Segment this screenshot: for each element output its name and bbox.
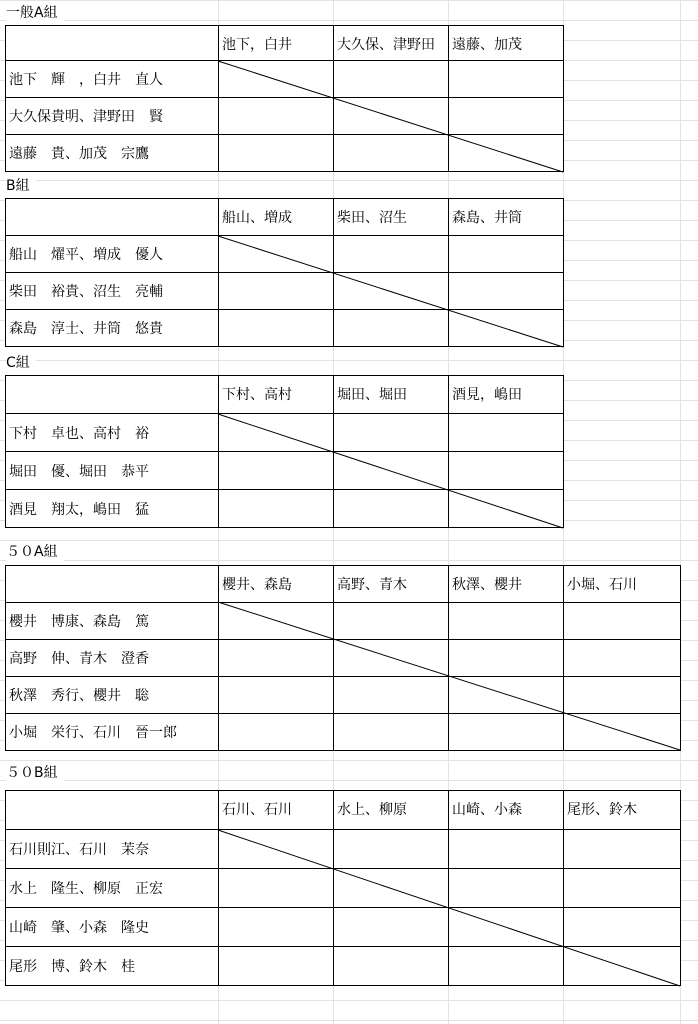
result-cell[interactable] xyxy=(219,135,334,172)
self-match-cell[interactable] xyxy=(334,98,449,135)
result-cell[interactable] xyxy=(449,452,564,490)
result-cell[interactable] xyxy=(449,236,564,273)
row-header[interactable]: 船山 燿平、増成 優人 xyxy=(6,236,219,273)
result-cell[interactable] xyxy=(219,310,334,347)
row-header[interactable]: 高野 伸、青木 澄香 xyxy=(6,640,219,677)
corner-cell[interactable] xyxy=(6,376,219,414)
corner-cell[interactable] xyxy=(6,26,219,61)
result-cell[interactable] xyxy=(334,714,449,751)
group-title: 一般A組 xyxy=(6,4,64,22)
corner-cell[interactable] xyxy=(6,566,219,603)
result-cell[interactable] xyxy=(449,830,564,869)
result-cell[interactable] xyxy=(334,135,449,172)
self-match-cell[interactable] xyxy=(219,603,334,640)
group-title: ５０B組 xyxy=(6,764,64,782)
column-header[interactable]: 森島、井筒 xyxy=(449,199,564,236)
result-cell[interactable] xyxy=(219,452,334,490)
result-cell[interactable] xyxy=(449,273,564,310)
row-header[interactable]: 遠藤 貴、加茂 宗鷹 xyxy=(6,135,219,172)
result-cell[interactable] xyxy=(564,640,681,677)
self-match-cell[interactable] xyxy=(564,714,681,751)
column-header[interactable]: 高野、青木 xyxy=(334,566,449,603)
self-match-cell[interactable] xyxy=(334,452,449,490)
result-cell[interactable] xyxy=(219,869,334,908)
self-match-cell[interactable] xyxy=(449,677,564,714)
result-cell[interactable] xyxy=(219,640,334,677)
result-cell[interactable] xyxy=(219,947,334,986)
row-header[interactable]: 尾形 博、鈴木 桂 xyxy=(6,947,219,986)
result-cell[interactable] xyxy=(219,908,334,947)
result-cell[interactable] xyxy=(219,490,334,528)
column-header[interactable]: 尾形、鈴木 xyxy=(564,791,681,830)
column-header[interactable]: 酒見，嶋田 xyxy=(449,376,564,414)
round-robin-table xyxy=(5,790,681,986)
row-header[interactable]: 水上 隆生、柳原 正宏 xyxy=(6,869,219,908)
self-match-cell[interactable] xyxy=(564,947,681,986)
result-cell[interactable] xyxy=(449,414,564,452)
column-header[interactable]: 櫻井、森島 xyxy=(219,566,334,603)
row-header[interactable]: 下村 卓也、高村 裕 xyxy=(6,414,219,452)
round-robin-table xyxy=(5,25,564,172)
result-cell[interactable] xyxy=(564,830,681,869)
result-cell[interactable] xyxy=(449,98,564,135)
row-header[interactable]: 柴田 裕貴、沼生 亮輔 xyxy=(6,273,219,310)
row-header[interactable]: 山崎 肇、小森 隆史 xyxy=(6,908,219,947)
column-header[interactable]: 池下，白井 xyxy=(219,26,334,61)
result-cell[interactable] xyxy=(334,490,449,528)
result-cell[interactable] xyxy=(219,677,334,714)
round-robin-table xyxy=(5,565,681,751)
group-title: C組 xyxy=(6,354,36,372)
result-cell[interactable] xyxy=(564,869,681,908)
column-header[interactable]: 大久保、津野田 xyxy=(334,26,449,61)
result-cell[interactable] xyxy=(334,414,449,452)
column-header[interactable]: 山崎、小森 xyxy=(449,791,564,830)
self-match-cell[interactable] xyxy=(219,236,334,273)
column-header[interactable]: 堀田、堀田 xyxy=(334,376,449,414)
result-cell[interactable] xyxy=(564,677,681,714)
column-header[interactable]: 船山、増成 xyxy=(219,199,334,236)
column-header[interactable]: 下村、高村 xyxy=(219,376,334,414)
self-match-cell[interactable] xyxy=(449,490,564,528)
row-header[interactable]: 櫻井 博康、森島 篤 xyxy=(6,603,219,640)
group-title: ５０A組 xyxy=(6,543,64,561)
self-match-cell[interactable] xyxy=(449,310,564,347)
corner-cell[interactable] xyxy=(6,791,219,830)
result-cell[interactable] xyxy=(334,830,449,869)
result-cell[interactable] xyxy=(564,908,681,947)
result-cell[interactable] xyxy=(449,869,564,908)
row-header[interactable]: 石川則江、石川 茉奈 xyxy=(6,830,219,869)
result-cell[interactable] xyxy=(219,98,334,135)
row-header[interactable]: 大久保貴明、津野田 賢 xyxy=(6,98,219,135)
column-header[interactable]: 小堀、石川 xyxy=(564,566,681,603)
column-header[interactable]: 石川、石川 xyxy=(219,791,334,830)
self-match-cell[interactable] xyxy=(219,61,334,98)
result-cell[interactable] xyxy=(334,947,449,986)
result-cell[interactable] xyxy=(449,61,564,98)
corner-cell[interactable] xyxy=(6,199,219,236)
row-header[interactable]: 池下 輝 ，白井 直人 xyxy=(6,61,219,98)
row-header[interactable]: 小堀 栄行、石川 晉一郎 xyxy=(6,714,219,751)
column-header[interactable]: 水上、柳原 xyxy=(334,791,449,830)
result-cell[interactable] xyxy=(564,603,681,640)
result-cell[interactable] xyxy=(219,714,334,751)
column-header[interactable]: 秋澤、櫻井 xyxy=(449,566,564,603)
result-cell[interactable] xyxy=(449,947,564,986)
self-match-cell[interactable] xyxy=(219,414,334,452)
self-match-cell[interactable] xyxy=(334,273,449,310)
result-cell[interactable] xyxy=(334,310,449,347)
self-match-cell[interactable] xyxy=(219,830,334,869)
round-robin-table xyxy=(5,375,564,528)
result-cell[interactable] xyxy=(449,714,564,751)
result-cell[interactable] xyxy=(449,640,564,677)
self-match-cell[interactable] xyxy=(334,640,449,677)
row-header[interactable]: 酒見 翔太，嶋田 猛 xyxy=(6,490,219,528)
self-match-cell[interactable] xyxy=(449,135,564,172)
result-cell[interactable] xyxy=(334,603,449,640)
result-cell[interactable] xyxy=(219,273,334,310)
result-cell[interactable] xyxy=(334,236,449,273)
row-header[interactable]: 森島 淳士、井筒 悠貴 xyxy=(6,310,219,347)
result-cell[interactable] xyxy=(449,603,564,640)
group-title: B組 xyxy=(6,177,36,195)
result-cell[interactable] xyxy=(334,908,449,947)
result-cell[interactable] xyxy=(334,677,449,714)
result-cell[interactable] xyxy=(334,61,449,98)
round-robin-table xyxy=(5,198,564,347)
self-match-cell[interactable] xyxy=(334,869,449,908)
column-header[interactable]: 柴田、沼生 xyxy=(334,199,449,236)
self-match-cell[interactable] xyxy=(449,908,564,947)
row-header[interactable]: 秋澤 秀行、櫻井 聡 xyxy=(6,677,219,714)
row-header[interactable]: 堀田 優、堀田 恭平 xyxy=(6,452,219,490)
column-header[interactable]: 遠藤、加茂 xyxy=(449,26,564,61)
